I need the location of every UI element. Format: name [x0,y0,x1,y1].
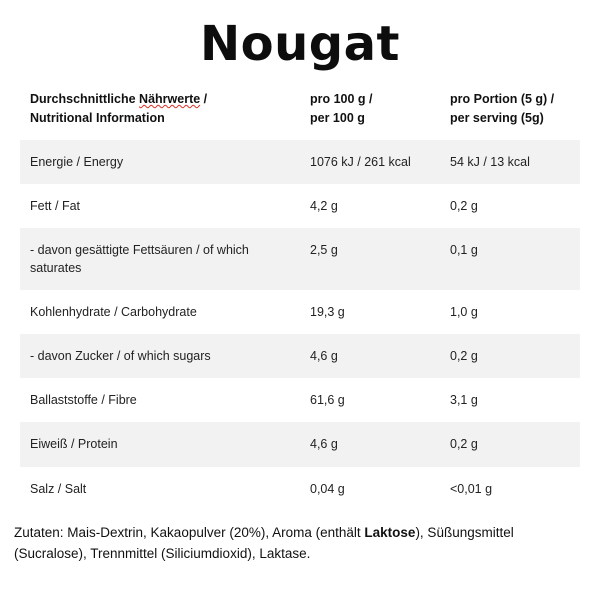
row-value-per-portion: 3,1 g [450,393,478,408]
row-value-per-100g: 2,5 g [310,242,338,257]
row-value-per-portion: 0,1 g [450,242,478,257]
table-row [20,334,580,378]
row-value-per-100g: 4,6 g [310,437,338,452]
table-body [20,140,580,511]
nutrition-table [20,78,580,511]
table-row [20,378,580,422]
table-row [20,467,580,511]
ingredients-part-1: Zutaten: Mais-Dextrin, Kakaopulver (20%), Aroma (enthält [14,524,365,540]
ingredients-text [0,511,600,565]
ingredients-allergen-highlight: Laktose [364,524,416,540]
ingredients-part-2: ), Süßungsmittel (Sucralose), Trennmittel (Siliciumdioxid), Laktase. [14,524,514,561]
row-value-per-portion: 0,2 g [450,349,478,364]
row-value-per-100g: 0,04 g [310,481,345,496]
column-header-nutrient-misspelled-word: Nährwerte [139,92,201,106]
row-label: Eiweiß / Protein [30,437,118,452]
nutrition-table-container [0,78,600,511]
row-label: Ballaststoffe / Fibre [30,393,137,408]
row-label: - davon gesättigte Fettsäuren / of which saturates [30,242,249,275]
row-value-per-100g: 4,6 g [310,349,338,364]
column-header-per-100g-line2: per 100 g [310,110,365,125]
table-row [20,140,580,184]
column-header-per-100g-line1: pro 100 g / [310,92,373,106]
table-row [20,184,580,228]
column-header-nutrient-line1-a: Durchschnittliche [30,92,140,106]
table-header [20,78,580,140]
column-header-nutrient-line2: Nutritional Information [30,110,165,125]
column-header-nutrient [20,78,300,140]
table-row [20,290,580,334]
column-header-per-portion-line1: pro Portion (5 g) / [450,92,555,106]
row-value-per-portion: 54 kJ / 13 kcal [450,154,530,169]
column-header-per-portion-line2: per serving (5g) [450,110,544,125]
row-value-per-portion: 0,2 g [450,437,478,452]
row-value-per-100g: 1076 kJ / 261 kcal [310,154,411,169]
column-header-per-portion [440,78,580,140]
row-value-per-portion: <0,01 g [450,481,493,496]
table-row [20,228,580,290]
row-label: Kohlenhydrate / Carbohydrate [30,305,197,319]
table-header-row [20,78,580,140]
row-value-per-portion: 1,0 g [450,305,478,319]
row-value-per-100g: 19,3 g [310,305,345,319]
table-row [20,422,580,466]
row-label: Energie / Energy [30,154,124,169]
column-header-per-100g [300,78,440,140]
row-label: Salz / Salt [30,481,87,496]
nutrition-label-page [0,16,600,616]
page-title: Nougat [199,16,400,72]
row-label: - davon Zucker / of which sugars [30,349,211,364]
row-value-per-portion: 0,2 g [450,198,478,213]
row-label: Fett / Fat [30,198,81,213]
row-value-per-100g: 61,6 g [310,393,345,408]
row-value-per-100g: 4,2 g [310,198,338,213]
column-header-nutrient-line1-c: / [200,92,208,106]
